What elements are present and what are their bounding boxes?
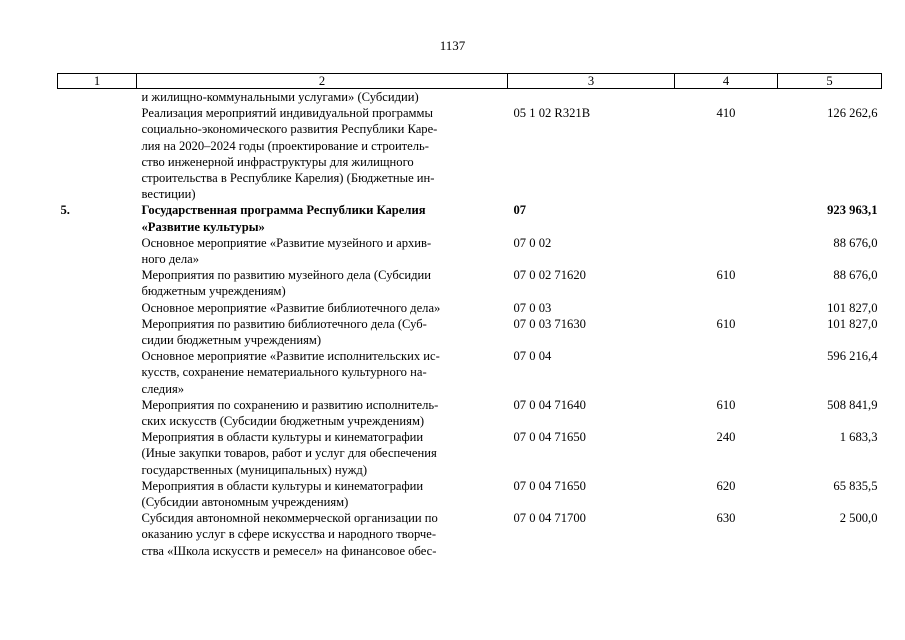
table-row (58, 316, 882, 348)
row-number (58, 89, 137, 106)
row-number (58, 316, 137, 348)
table-row (58, 300, 882, 316)
table-body (58, 89, 882, 559)
row-expense-type (675, 202, 778, 234)
row-code: 07 0 02 (513, 235, 552, 250)
row-name-line: ство инженерной инфраструктуры для жилищного (141, 154, 414, 169)
row-code: 07 (513, 203, 527, 218)
row-expense-type (675, 300, 778, 316)
row-expense-type (675, 235, 778, 267)
row-number (58, 348, 137, 397)
row-name (137, 316, 508, 348)
table-row (58, 105, 882, 202)
row-name-line: ного дела» (141, 252, 200, 267)
row-name-line: сидии бюджетным учреждениям) (141, 333, 322, 348)
row-number (58, 105, 137, 202)
row-name (137, 89, 508, 106)
table-row (58, 202, 882, 234)
row-code: 05 1 02 R321В (513, 106, 591, 121)
row-name-line: строительства в Республике Карелия) (Бюджетные ин- (141, 171, 435, 186)
row-name (137, 202, 508, 234)
row-name (137, 267, 508, 299)
row-name (137, 397, 508, 429)
row-name-line: оказанию услуг в сфере искусства и народного творче- (141, 527, 437, 542)
row-expense-type: 630 (716, 511, 736, 526)
table-row (58, 510, 882, 559)
row-name-line: «Развитие культуры» (141, 219, 265, 234)
row-name-line: Мероприятия по развитию музейного дела (Субсидии (141, 268, 431, 283)
row-amount: 1 683,3 (839, 430, 878, 445)
row-name-line: следия» (141, 381, 185, 396)
row-amount: 508 841,9 (827, 397, 878, 412)
row-name-line: (Субсидии автономным учреждениям) (141, 495, 349, 510)
row-name-line: кусств, сохранение нематериального культурного на- (141, 365, 427, 380)
row-name (137, 105, 508, 202)
row-code: 07 0 04 71700 (513, 511, 586, 526)
row-name-line: Мероприятия по сохранению и развитию исполнитель- (141, 397, 439, 412)
column-header-5: 5 (778, 74, 882, 89)
row-expense-type: 610 (716, 268, 736, 283)
row-name-line: Основное мероприятие «Развитие исполнительских ис- (141, 349, 440, 364)
table-row (58, 267, 882, 299)
row-name-line: Субсидия автономной некоммерческой организации по (141, 511, 438, 526)
row-amount (778, 89, 882, 106)
row-expense-type: 610 (716, 316, 736, 331)
row-number (58, 510, 137, 559)
row-code: 07 0 04 71640 (513, 397, 586, 412)
row-name-line: государственных (муниципальных) нужд) (141, 462, 368, 477)
row-amount: 923 963,1 (827, 203, 878, 218)
row-name-line: Мероприятия по развитию библиотечного дела (Суб- (141, 316, 427, 331)
row-expense-type: 240 (716, 430, 736, 445)
row-number (58, 300, 137, 316)
row-amount: 101 827,0 (827, 316, 878, 331)
row-amount: 126 262,6 (827, 106, 878, 121)
row-name-line: Основное мероприятие «Развитие музейного и архив- (141, 235, 432, 250)
row-name (137, 235, 508, 267)
column-number-header-row (58, 74, 882, 89)
table-row (58, 235, 882, 267)
column-header-3: 3 (508, 74, 675, 89)
row-code: 07 0 04 (513, 349, 552, 364)
row-name (137, 510, 508, 559)
row-amount: 101 827,0 (827, 300, 878, 315)
row-amount: 596 216,4 (827, 349, 878, 364)
row-name (137, 429, 508, 478)
row-name-line: вестиции) (141, 187, 196, 202)
table-row (58, 397, 882, 429)
table-row (58, 429, 882, 478)
row-amount: 2 500,0 (839, 511, 878, 526)
row-name (137, 478, 508, 510)
row-name-line: ства «Школа искусств и ремесел» на финансовое обес- (141, 543, 437, 558)
row-code: 07 0 03 71630 (513, 316, 586, 331)
row-name (137, 300, 508, 316)
row-number: 5. (60, 203, 70, 218)
table-row (58, 348, 882, 397)
table-row (58, 478, 882, 510)
row-code: 07 0 04 71650 (513, 430, 586, 445)
row-number (58, 397, 137, 429)
page-number: 1137 (439, 38, 466, 53)
row-name-line: бюджетным учреждениям) (141, 284, 286, 299)
row-code (508, 89, 675, 106)
row-number (58, 267, 137, 299)
table-row (58, 89, 882, 106)
row-code: 07 0 03 (513, 300, 552, 315)
row-name-line: Государственная программа Республики Карелия (141, 203, 426, 218)
row-number (58, 235, 137, 267)
row-amount: 65 835,5 (833, 478, 878, 493)
row-name-line: ских искусств (Субсидии бюджетным учреждениям) (141, 414, 425, 429)
column-header-4: 4 (675, 74, 778, 89)
row-code: 07 0 04 71650 (513, 478, 586, 493)
row-name-line: социально-экономического развития Республики Каре- (141, 122, 438, 137)
row-expense-type (675, 348, 778, 397)
row-name (137, 348, 508, 397)
row-expense-type: 610 (716, 397, 736, 412)
row-name-line: лия на 2020–2024 годы (проектирование и строитель- (141, 138, 429, 153)
column-header-1: 1 (58, 74, 137, 89)
row-code: 07 0 02 71620 (513, 268, 586, 283)
row-name-line: Основное мероприятие «Развитие библиотечного дела» (141, 300, 441, 315)
row-number (58, 478, 137, 510)
column-header-2: 2 (137, 74, 508, 89)
row-expense-type: 620 (716, 478, 736, 493)
row-name-line: Мероприятия в области культуры и кинематографии (141, 478, 424, 493)
row-number (58, 429, 137, 478)
row-name-line: и жилищно-коммунальными услугами» (Субсидии) (141, 90, 419, 104)
row-name-line: (Иные закупки товаров, работ и услуг для обеспечения (141, 446, 437, 461)
row-name-line: Реализация мероприятий индивидуальной программы (141, 106, 433, 121)
row-expense-type: 410 (716, 106, 736, 121)
budget-table (57, 73, 882, 559)
row-name-line: Мероприятия в области культуры и кинематографии (141, 430, 424, 445)
row-expense-type (675, 89, 778, 106)
row-amount: 88 676,0 (833, 235, 878, 250)
row-amount: 88 676,0 (833, 268, 878, 283)
